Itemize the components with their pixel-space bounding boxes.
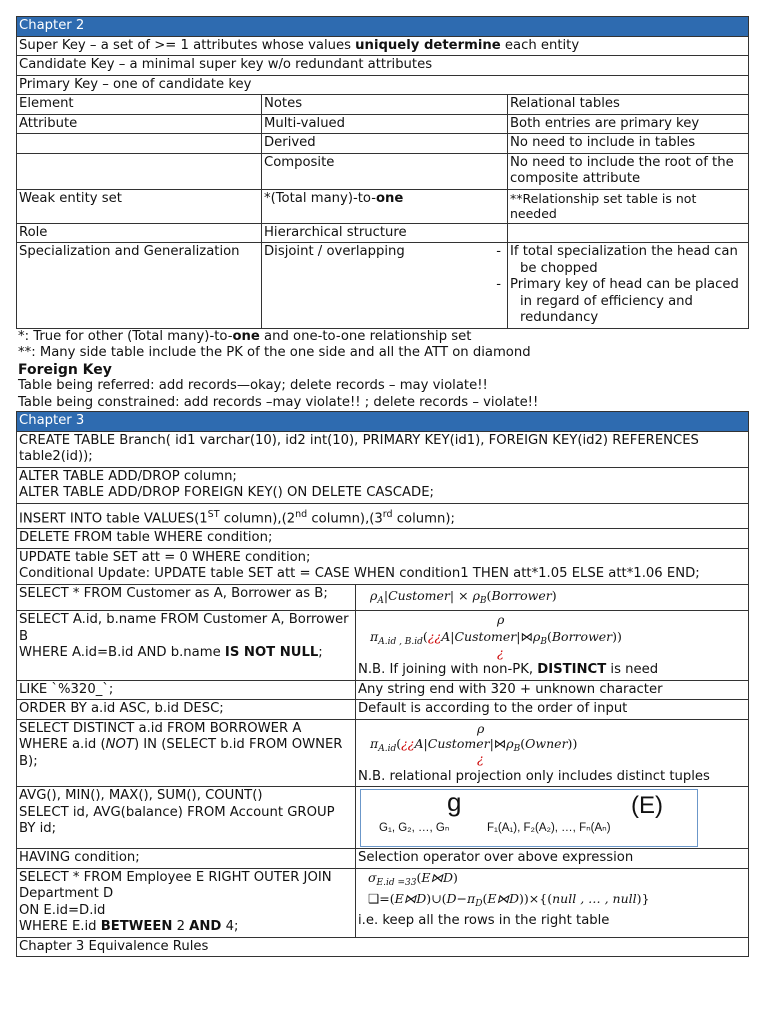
chapter2-table [16,16,749,329]
create-table-row: CREATE TABLE Branch( id1 varchar(10), id2 int(10), PRIMARY KEY(id1), FOREIGN KEY(id2) REFERENCES table2(id)); [17,431,749,467]
primary-key-definition: Primary Key – one of candidate key [17,75,749,95]
column-header-notes: Notes [262,95,508,115]
table-row: HAVING condition; Selection operator over above expression [17,849,749,869]
list-item: If total specialization the head can be chopped [510,244,738,276]
footnote-1: *: True for other (Total many)-to-one and one-to-one relationship set [18,328,472,344]
table-row: SELECT * FROM Employee E RIGHT OUTER JOIN Department D ON E.id=D.id WHERE E.id BETWEEN 2 AND 4; $\sigma_{E.id =33}(E⋈D)$ $❑=(E⋈D)\cup(D-\pi_D(E⋈D))\times\{(null$ , … , null)} i.e. keep all the rows in the right table [17,868,749,937]
delete-row: DELETE FROM table WHERE condition; [17,529,749,549]
outer-join-formula: $❑=(E⋈D)\cup(D-\pi_D(E⋈D))\times\{(null$ , … , null)} [368,891,650,910]
document-page [16,16,748,957]
table-header-row [17,95,749,115]
table-row: AVG(), MIN(), MAX(), SUM(), COUNT() SELECT id, AVG(balance) FROM Account GROUP BY id; g G₁, G₂, …, Gₙ F₁(A₁), F₂(A₂), …, Fₙ(Aₙ) (E) [17,787,749,849]
chapter3-table [16,411,749,957]
table-row: Role Hierarchical structure [17,223,749,243]
foreign-key-heading: Foreign Key [18,361,112,378]
table-row: Attribute Multi-valued Both entries are primary key [17,114,749,134]
aggregation-operator-figure: g G₁, G₂, …, Gₙ F₁(A₁), F₂(A₂), …, Fₙ(Aₙ) (E) [360,789,698,847]
table-row: Derived No need to include in tables [17,134,749,154]
projection-formula: ρ $\pi_{A.id}(¿¿A|Customer|⋈\rho_B(Owner))$ ¿ [370,720,578,766]
alter-table-row: ALTER TABLE ADD/DROP column; ALTER TABLE ADD/DROP FOREIGN KEY() ON DELETE CASCADE; [17,467,749,503]
table-row: SELECT * FROM Customer as A, Borrower as B; $\rho_A|Customer|$ × $\rho_B(Borrower)$ [17,584,749,611]
foreign-key-note-2: Table being constrained: add records –may violate!! ; delete records – violate!! [18,394,539,410]
selection-formula: $\sigma_{E.id =33}(E⋈D)$ [368,869,458,888]
table-row: ORDER BY a.id ASC, b.id DESC; Default is according to the order of input [17,700,749,720]
list-item: Primary key of head can be placed in regard of efficiency and redundancy [510,277,739,325]
update-row: UPDATE table SET att = 0 WHERE condition; Conditional Update: UPDATE table SET att = CASE WHEN condition1 THEN att*1.05 ELSE att*1.06 END; [17,548,749,584]
footnote-2: **: Many side table include the PK of the one side and all the ATT on diamond [18,345,531,360]
column-header-element: Element [17,95,262,115]
equivalence-rules-heading: Chapter 3 Equivalence Rules [17,937,749,957]
chapter3-header: Chapter 3 [17,412,749,432]
cartesian-product-formula: $\rho_A|Customer|$ × $\rho_B(Borrower)$ [356,584,749,611]
natural-join-formula: ρ $\pi_{A.id , B.id}(¿¿A|Customer|⋈\rho_B(Borrower))$ ¿ [370,612,622,661]
column-header-relational-tables: Relational tables [508,95,749,115]
super-key-definition: Super Key – a set of >= 1 attributes whose values uniquely determine each entity [17,36,749,56]
table-row: Composite No need to include the root of the composite attribute [17,153,749,189]
foreign-key-note-1: Table being referred: add records—okay; delete records – may violate!! [18,378,488,393]
table-row: SELECT A.id, b.name FROM Customer A, Borrower B WHERE A.id=B.id AND b.name IS NOT NULL; ρ $\pi_{A.id , B.id}(¿¿A|Customer|⋈\rho_B(Borrower))$ ¿ N.B. If joining with non-PK, DISTINCT is need [17,611,749,681]
insert-row: INSERT INTO table VALUES(1ST column),(2nd column),(3rd column); [17,503,749,529]
chapter2-header: Chapter 2 [17,17,749,37]
table-row: SELECT DISTINCT a.id FROM BORROWER A WHERE a.id (NOT) IN (SELECT b.id FROM OWNER B); ρ $\pi_{A.id}(¿¿A|Customer|⋈\rho_B(Owner))$ ¿ N.B. relational projection only includes distinct tuples [17,719,749,787]
table-row: LIKE `%320_`; Any string end with 320 + unknown character [17,680,749,700]
candidate-key-definition: Candidate Key – a minimal super key w/o redundant attributes [17,56,749,76]
table-row: Weak entity set *(Total many)-to-one **Relationship set table is not needed [17,189,749,223]
table-row: Specialization and Generalization Disjoint / overlapping - - If total specialization the head can be chopped Primary key of head can be placed in regard of efficiency and redundancy [17,243,749,329]
